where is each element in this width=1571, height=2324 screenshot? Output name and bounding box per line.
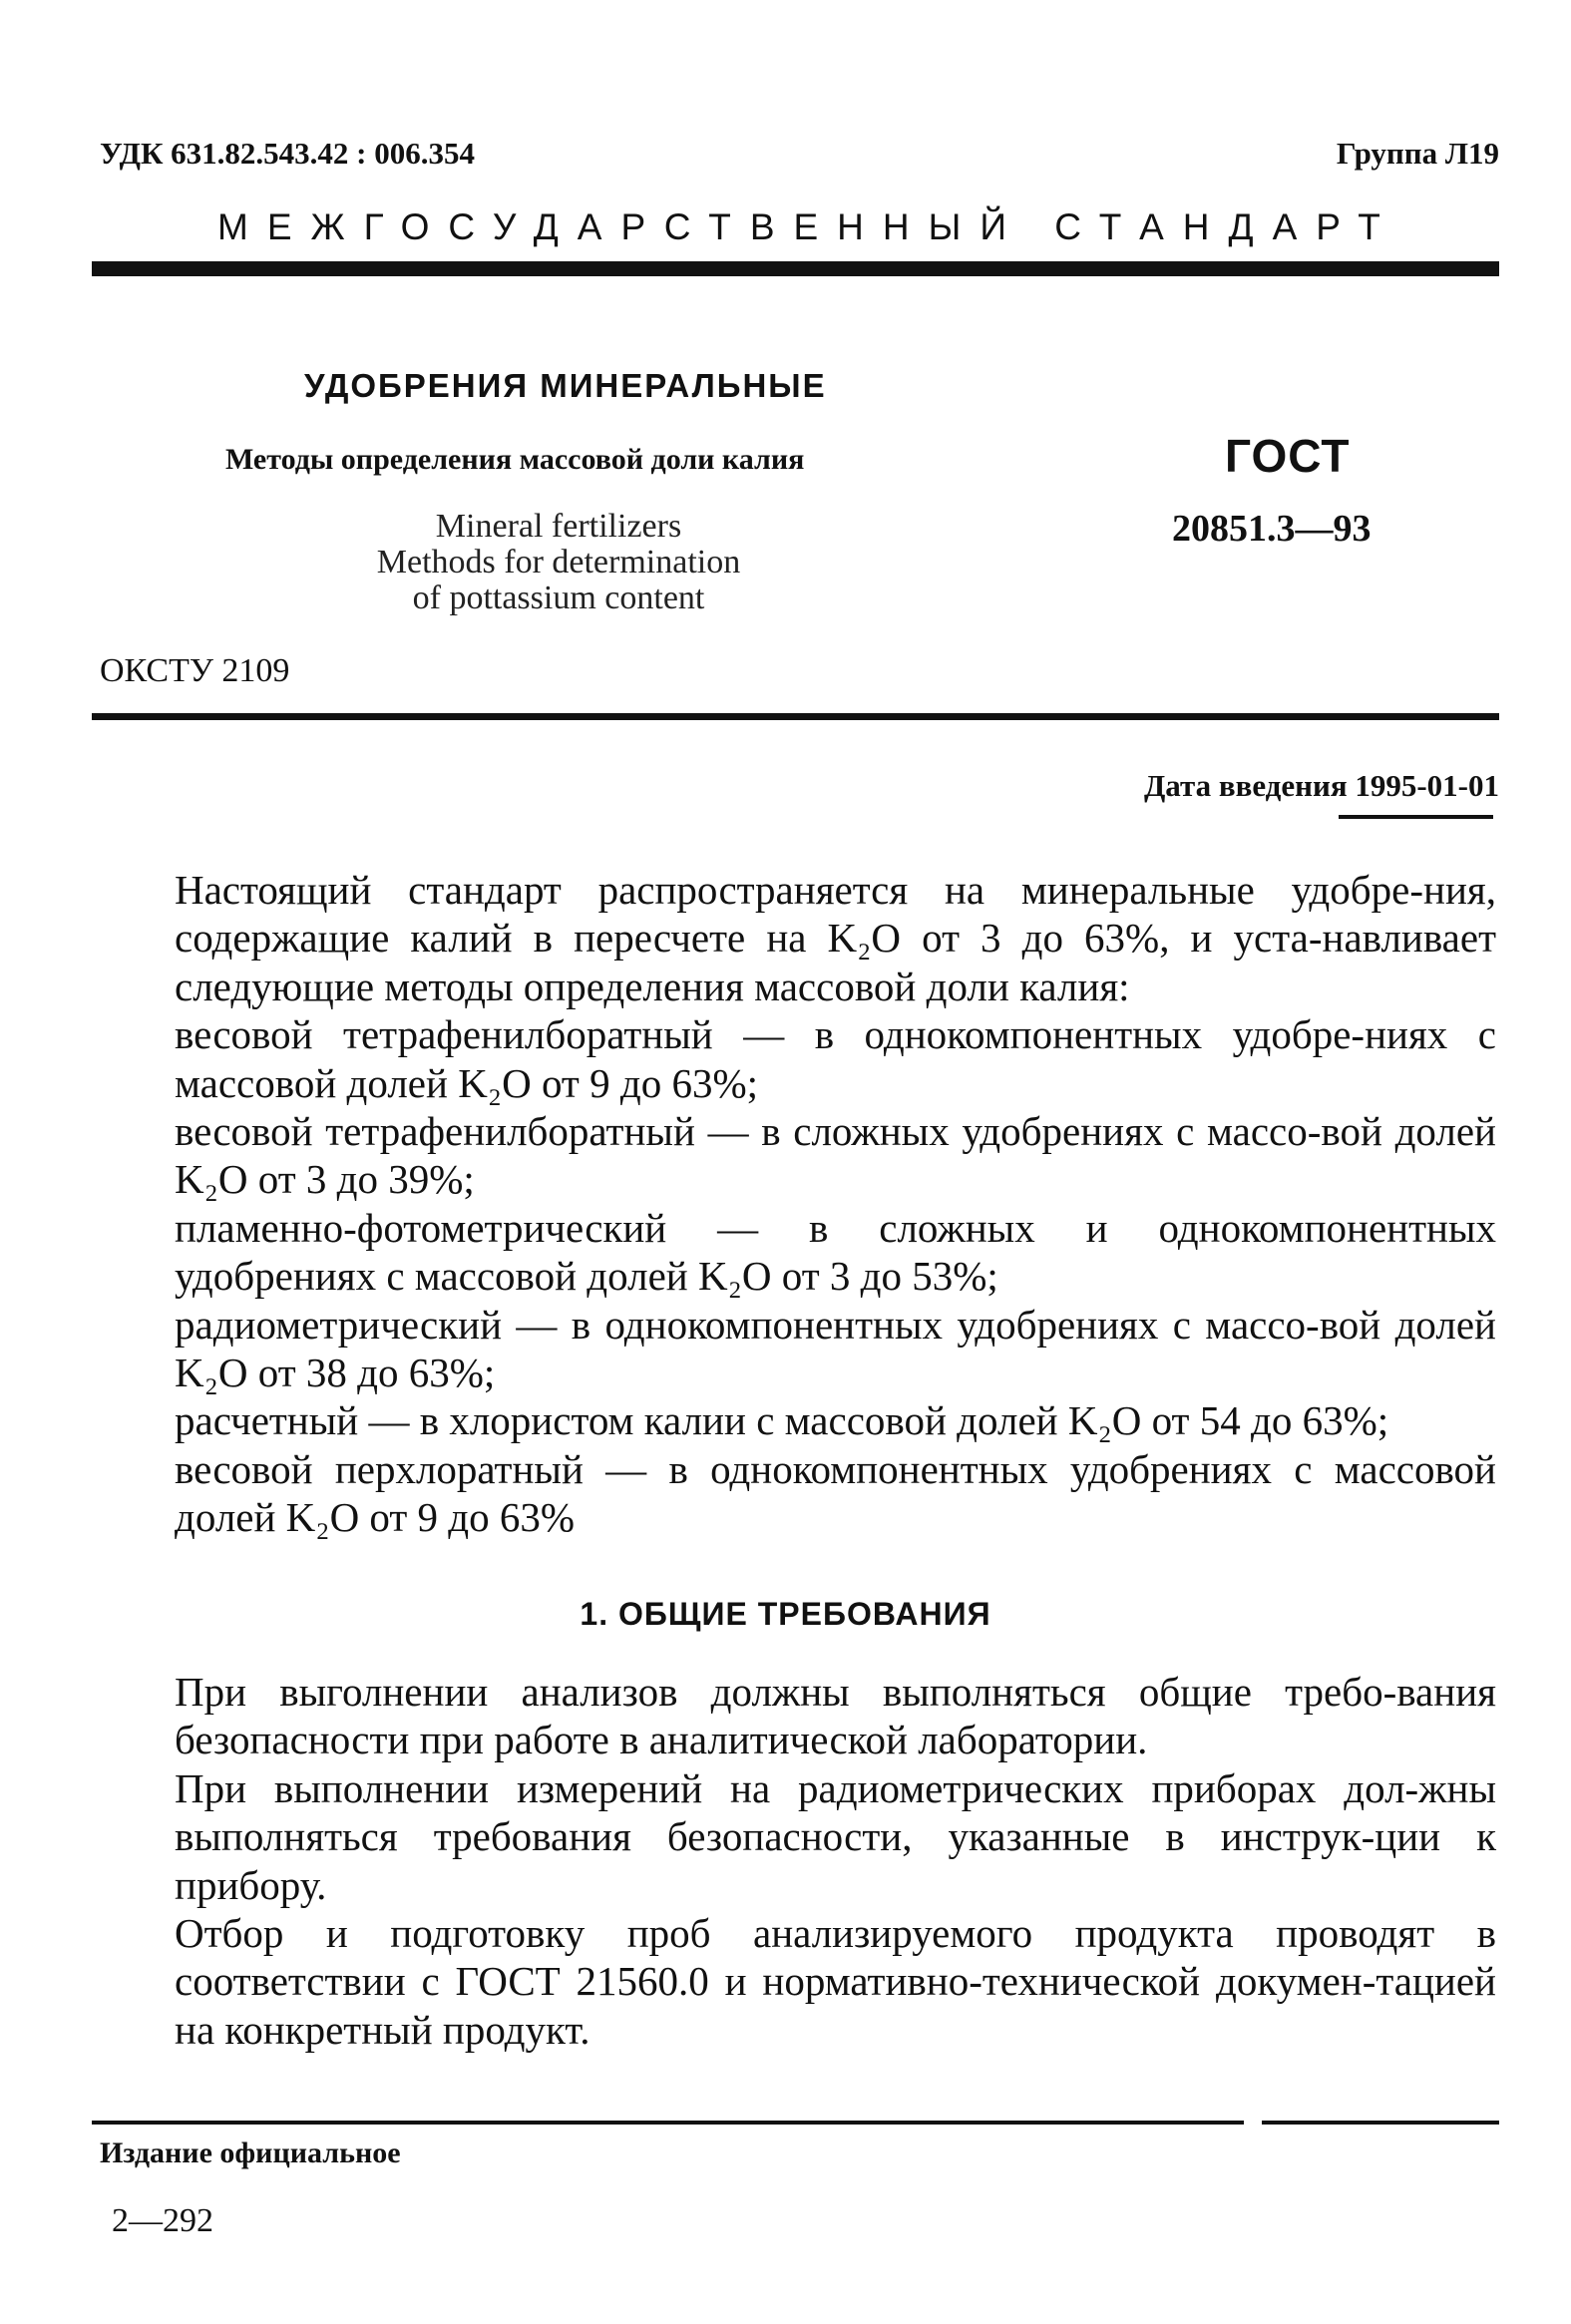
- document-title: УДОБРЕНИЯ МИНЕРАЛЬНЫЕ: [304, 367, 827, 404]
- header-rule: [92, 261, 1499, 276]
- gost-number: 20851.3—93: [1172, 508, 1372, 550]
- group-code: Группа Л19: [1336, 136, 1499, 171]
- standard-banner: МЕЖГОСУДАРСТВЕННЫЙ СТАНДАРТ: [217, 206, 1399, 247]
- footer-rule: [92, 2121, 1244, 2125]
- section-body: [100, 1668, 1496, 2054]
- document-subtitle: Методы определения массовой доли калия: [225, 443, 805, 476]
- method-item: пламенно-фотометрический — в сложных и однокомпонентных удобрениях с массовой долей K₂O от 3 до 53%;: [175, 1204, 1496, 1300]
- english-title-line: of pottassium content: [412, 580, 705, 616]
- date-underline: [1339, 815, 1493, 819]
- english-title-line: Methods for determination: [376, 544, 741, 581]
- edition-note: Издание официальное: [100, 2136, 401, 2169]
- method-item: радиометрический — в однокомпонентных удобрениях с массо-вой долей K₂O от 38 до 63%;: [175, 1301, 1496, 1396]
- section-title: 1. ОБЩИЕ ТРЕБОВАНИЯ: [580, 1596, 991, 1632]
- section-paragraph: При выголнении анализов должны выполняться общие требо-вания безопасности при работе в аналитической лаборатории.: [175, 1669, 1496, 1763]
- intro-paragraph: [100, 866, 1496, 1542]
- method-item: весовой тетрафенилборатный — в сложных удобрениях с массо-вой долей K₂O от 3 до 39%;: [175, 1108, 1496, 1203]
- english-title-line: Mineral fertilizers: [435, 508, 682, 545]
- page-code: 2—292: [112, 2202, 213, 2239]
- method-item: весовой тетрафенилборатный — в однокомпонентных удобре-ниях с массовой долей K₂O от 9 до 63%;: [175, 1011, 1496, 1106]
- method-item: расчетный — в хлористом калии с массовой долей K₂O от 54 до 63%;: [175, 1397, 1389, 1444]
- english-title: [299, 509, 818, 616]
- udk-code: УДК 631.82.543.42 : 006.354: [100, 136, 475, 171]
- footer-rule-short: [1262, 2121, 1499, 2125]
- section-paragraph: При выполнении измерений на радиометрических приборах дол-жны выполняться требования безопасности, указанные в инструк-ции к прибору.: [175, 1764, 1496, 1908]
- okstu-code: ОКСТУ 2109: [100, 652, 290, 689]
- intro-lead: Настоящий стандарт распространяется на минеральные удобре-ния, содержащие калий в пересчете на K₂O от 3 до 63%, и уста-навливает следующие методы определения массовой доли калия:: [175, 867, 1496, 1009]
- method-item: весовой перхлоратный — в однокомпонентных удобрениях с массовой долей K₂O от 9 до 63%: [175, 1445, 1496, 1541]
- effective-date: Дата введения 1995-01-01: [1143, 768, 1499, 803]
- section-paragraph: Отбор и подготовку проб анализируемого продукта проводят в соответствии с ГОСТ 21560.0 и нормативно-технической докумен-тацией на конкретный продукт.: [175, 1910, 1496, 2053]
- gost-label: ГОСТ: [1225, 430, 1351, 482]
- title-rule: [92, 713, 1499, 720]
